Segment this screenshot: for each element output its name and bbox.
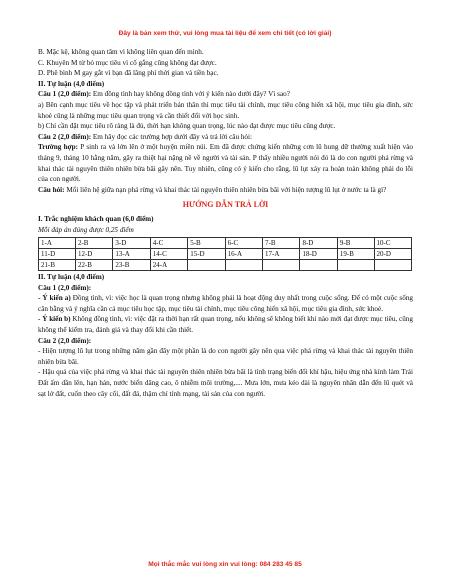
- answer-cell: 10-C: [374, 238, 411, 249]
- option-c: C. Khuyên M từ bỏ mục tiêu vì cố gắng cũng không đạt được.: [38, 58, 217, 67]
- answer-cell: 8-D: [300, 238, 337, 249]
- answer-row: [39, 238, 412, 249]
- ask-label: Câu hỏi:: [38, 185, 65, 194]
- answer-cell: 7-B: [263, 238, 300, 249]
- document-content: [38, 47, 413, 399]
- answer-cell: [188, 260, 225, 271]
- answer-2-label: Câu 2 (2,0 điểm):: [38, 336, 92, 345]
- question-2-text: Em hãy đọc các trường hợp dưới đây và trả lời câu hỏi:: [91, 132, 253, 141]
- answer-cell: 24-A: [150, 260, 187, 271]
- part2-answer-heading: II. Tự luận (4,0 điểm): [38, 273, 105, 282]
- answer-table: [38, 237, 412, 271]
- option-d: D. Phê bình M gay gắt vì bạn đã lãng phí thời gian và tiền bạc.: [38, 69, 219, 78]
- answer-cell: 1-A: [39, 238, 76, 249]
- answer-cell: 14-C: [150, 249, 187, 260]
- answer-cell: 9-B: [337, 238, 374, 249]
- question-1-b: b) Chỉ cần đặt mục tiêu rõ ràng là đủ, thời hạn không quan trọng, lúc nào đạt được mục tiêu cũng được.: [38, 122, 336, 131]
- answer-cell: 13-A: [113, 249, 150, 260]
- answer-cell: 12-D: [75, 249, 112, 260]
- question-1-label: Câu 1 (2,0 điểm):: [38, 90, 92, 99]
- answer-cell: [300, 260, 337, 271]
- answer-1-a: [38, 293, 413, 314]
- answer-cell: 20-D: [374, 249, 411, 260]
- answer-2-p1: - Hiện tượng lũ lụt trong những năm gần đây một phần là do con người gây nên qua việc phá rừng và khai thác tài nguyên thiên nhiên bừa bãi.: [38, 347, 413, 366]
- question-2-case: [38, 142, 413, 184]
- question-1-text: Em đồng tình hay không đồng tình với ý kiến nào dưới đây? Vì sao?: [91, 90, 290, 99]
- answer-cell: 11-D: [39, 249, 76, 260]
- answer-cell: 17-A: [263, 249, 300, 260]
- answer-1-b: [38, 314, 413, 335]
- opinion-a-text: Đồng tình, vì: việc học là quan trọng nhưng không phải là hoạt động duy nhất trong cuộc sống. Để có một cuộc sống cân bằng và ý nghĩa cần cả mục tiêu học tập, mục tiêu tài chính, mục tiêu công hiến xã hội, mục tiêu gia đình, sức khoẻ.: [38, 294, 414, 313]
- option-b: B. Mặc kệ, không quan tâm vì không liên quan đến mình.: [38, 48, 204, 56]
- question-2: [38, 132, 413, 143]
- case-text: P sinh ra và lớn lên ở một huyện miền núi. Em đã được chứng kiến những cơn lũ hung dữ thường xuất hiện vào tháng 9, tháng 10 hằng năm, gây ra thiệt hại nặng nề về người và tài sản. P thấy nhiều người nói đó là do con người phá rừng và khai thác tài nguyên thiên nhiên bừa bãi gây nên. Tuy nhiên, cũng có ý kiến cho rằng, lũ lụt xảy ra hoàn toàn không phải do lỗi của con người.: [38, 143, 413, 184]
- answer-cell: 23-B: [113, 260, 150, 271]
- answer-cell: [225, 260, 262, 271]
- answer-cell: 3-D: [113, 238, 150, 249]
- answer-2-p2: - Hậu quả của việc phá rừng và khai thác tài nguyên thiên nhiên bừa bãi là tình trạng biến đổi khí hậu, hiệu ứng nhà kính làm Trái Đất ấm dần lên, hạn hán, nước biển dâng cao, ô nhiễm môi trường,.... Mưa lớn, mưa kéo dài là nguyên nhân dẫn đến lũ quét và sạt lở đất, cuốn theo cây cối, đất đá, thậm chí tính mạng, tài sản của con người.: [38, 368, 413, 398]
- contact-banner: Mọi thắc mắc vui lòng xin vui lòng: 084 283 45 85: [148, 561, 302, 568]
- question-1: [38, 89, 413, 100]
- opinion-b-label: - Ý kiến b): [38, 315, 71, 324]
- answer-cell: 2-B: [75, 238, 112, 249]
- question-1-a: a) Bên cạnh mục tiêu về học tập và phát triển bản thân thì mục tiêu tài chính, mục tiêu công hiến xã hội, mục tiêu gia đình, sức khoẻ cũng là những mục tiêu quan trọng và cần thiết đối với học sinh.: [38, 100, 413, 120]
- part2-heading: II. Tự luận (4,0 điểm): [38, 79, 105, 88]
- answer-cell: 19-B: [337, 249, 374, 260]
- answer-cell: 18-D: [300, 249, 337, 260]
- answer-row: [39, 249, 412, 260]
- answer-cell: 22-B: [75, 260, 112, 271]
- preview-banner: Đây là bản xem thử, vui lòng mua tài liệu để xem chi tiết (có lời giải): [118, 30, 332, 37]
- answer-cell: 15-D: [188, 249, 225, 260]
- answer-row: [39, 260, 412, 271]
- ask-text: Mối liên hệ giữa nạn phá rừng và khai thác tài nguyên thiên nhiên bừa bãi với hiện tượng lũ lụt ở nước ta là gì?: [64, 185, 387, 194]
- answer-cell: 16-A: [225, 249, 262, 260]
- case-label: Trường hợp:: [38, 143, 78, 152]
- answer-cell: [337, 260, 374, 271]
- question-2-label: Câu 2 (2,0 điểm):: [38, 132, 92, 141]
- answer-cell: 6-C: [225, 238, 262, 249]
- opinion-b-text: Không đồng tình, vì: việc đặt ra thời hạn rất quan trọng, nếu không sẽ không biết khi nào mới đạt được mục tiêu, cũng không thể kiểm tra, đánh giá và thay đổi khi cần thiết.: [38, 315, 413, 335]
- answer-cell: 4-C: [150, 238, 187, 249]
- part1-note: Mỗi đáp án đúng được 0,25 điểm: [38, 225, 134, 234]
- answer-1-label: Câu 1 (2,0 điểm):: [38, 283, 92, 292]
- answer-cell: 5-B: [188, 238, 225, 249]
- opinion-a-label: - Ý kiến a): [38, 294, 71, 303]
- answer-guide-title: HƯỚNG DẪN TRẢ LỜI: [182, 200, 269, 210]
- answer-cell: [263, 260, 300, 271]
- part1-heading: I. Trắc nghiệm khách quan (6,0 điểm): [38, 214, 154, 223]
- answer-cell: [374, 260, 411, 271]
- question-2-ask: [38, 185, 413, 196]
- answer-cell: 21-B: [39, 260, 76, 271]
